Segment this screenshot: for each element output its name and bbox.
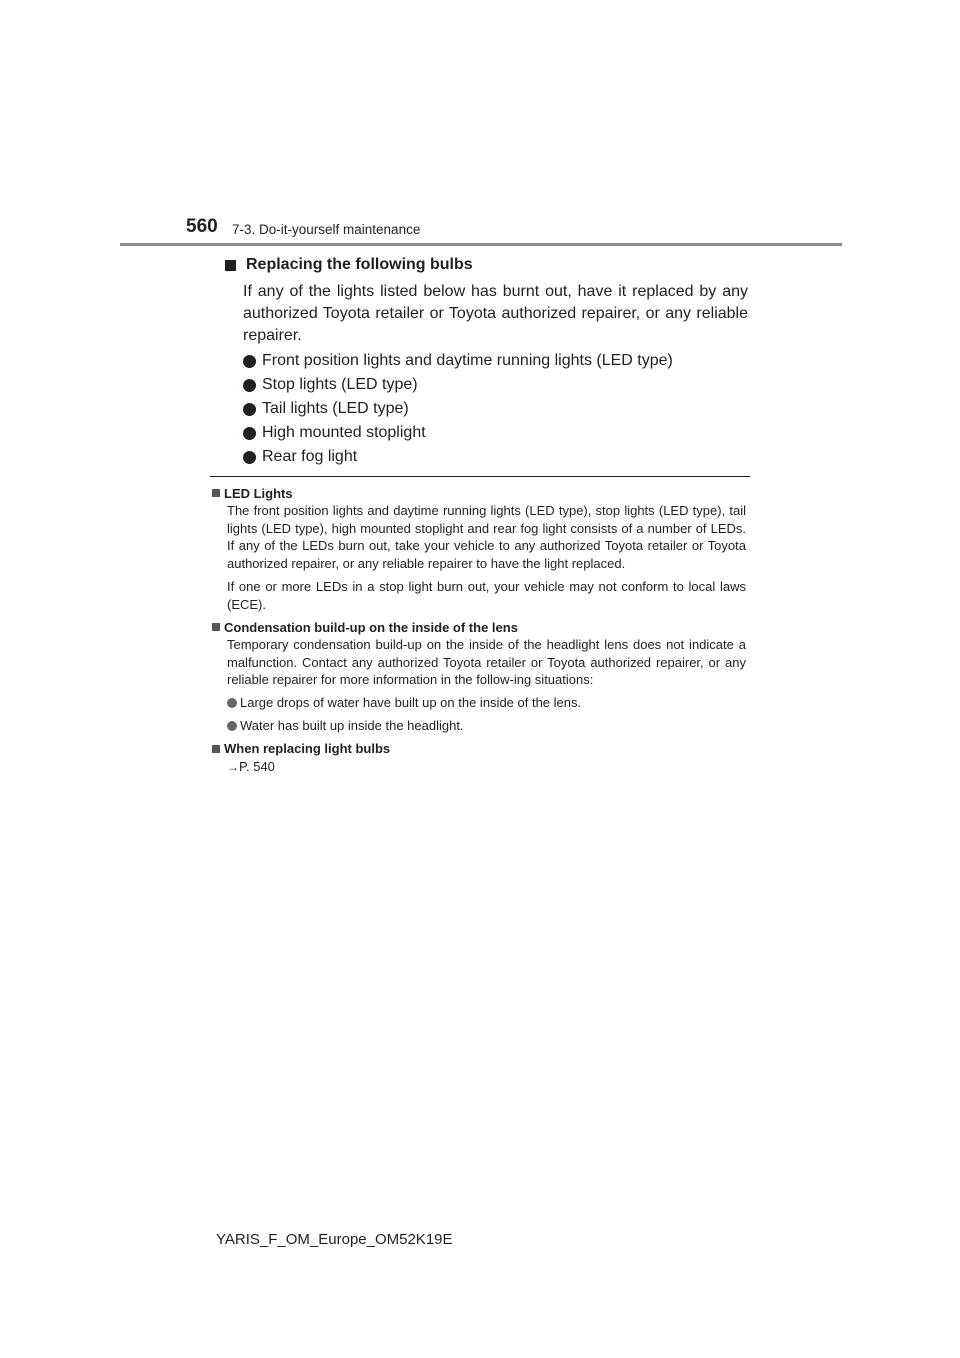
header-divider [120, 243, 842, 246]
dot-bullet-icon [243, 403, 256, 416]
square-bullet-icon [225, 260, 236, 271]
list-item: Front position lights and daytime running lights (LED type) [243, 349, 748, 373]
main-content [212, 254, 748, 469]
dot-bullet-icon [227, 698, 237, 708]
note-paragraph: The front position lights and daytime running lights (LED type), stop lights (LED type), tail lights (LED type), high mounted stoplight and rear fog light consists of a number of LEDs. If any of the LEDs burn out, take your vehicle to any authorized Toyota retailer or Toyota authorized repairer, or any reliable repairer to have the light replaced. [227, 503, 746, 571]
note-paragraph: If one or more LEDs in a stop light burn out, your vehicle may not conform to local laws (ECE). [227, 579, 746, 612]
section-title: 7-3. Do-it-yourself maintenance [232, 222, 421, 237]
dot-bullet-icon [243, 379, 256, 392]
list-item: Large drops of water have built up on the inside of the lens. [227, 694, 746, 712]
page-header [0, 0, 960, 250]
note-condensation [212, 618, 746, 735]
notes-section [212, 484, 746, 776]
footer-doc-id: YARIS_F_OM_Europe_OM52K19E [216, 1231, 453, 1248]
dot-bullet-icon [227, 721, 237, 731]
page-number: 560 [186, 216, 218, 237]
note-replacing-bulbs [212, 740, 746, 776]
square-bullet-icon [212, 489, 220, 497]
note-paragraph: Temporary condensation build-up on the inside of the headlight lens does not indicate a malfunction. Contact any authorized Toyota retailer or Toyota authorized repairer, or any reliable repairer for more information in the follow-ing situations: [227, 637, 746, 687]
arrow-right-icon: → [227, 759, 239, 774]
list-item: Water has built up inside the headlight. [227, 717, 746, 735]
dot-bullet-icon [243, 427, 256, 440]
note-heading: Condensation build-up on the inside of the lens [212, 618, 746, 636]
note-heading: LED Lights [212, 484, 746, 502]
square-bullet-icon [212, 745, 220, 753]
square-bullet-icon [212, 623, 220, 631]
note-heading: When replacing light bulbs [212, 740, 746, 758]
list-item: Tail lights (LED type) [243, 397, 748, 421]
notes-divider [210, 476, 750, 477]
page-reference[interactable] [227, 758, 746, 776]
page-reference-text[interactable]: P. 540 [239, 758, 275, 774]
bulb-list [212, 349, 748, 469]
dot-bullet-icon [243, 355, 256, 368]
dot-bullet-icon [243, 451, 256, 464]
section-heading [225, 254, 748, 276]
list-item: High mounted stoplight [243, 421, 748, 445]
list-item: Rear fog light [243, 445, 748, 469]
section-heading-text: Replacing the following bulbs [246, 256, 473, 273]
intro-paragraph: If any of the lights listed below has burnt out, have it replaced by any authorized Toyota retailer or Toyota authorized repairer, or any reliable repairer. [243, 283, 748, 344]
list-item: Stop lights (LED type) [243, 373, 748, 397]
note-led-lights [212, 484, 746, 613]
